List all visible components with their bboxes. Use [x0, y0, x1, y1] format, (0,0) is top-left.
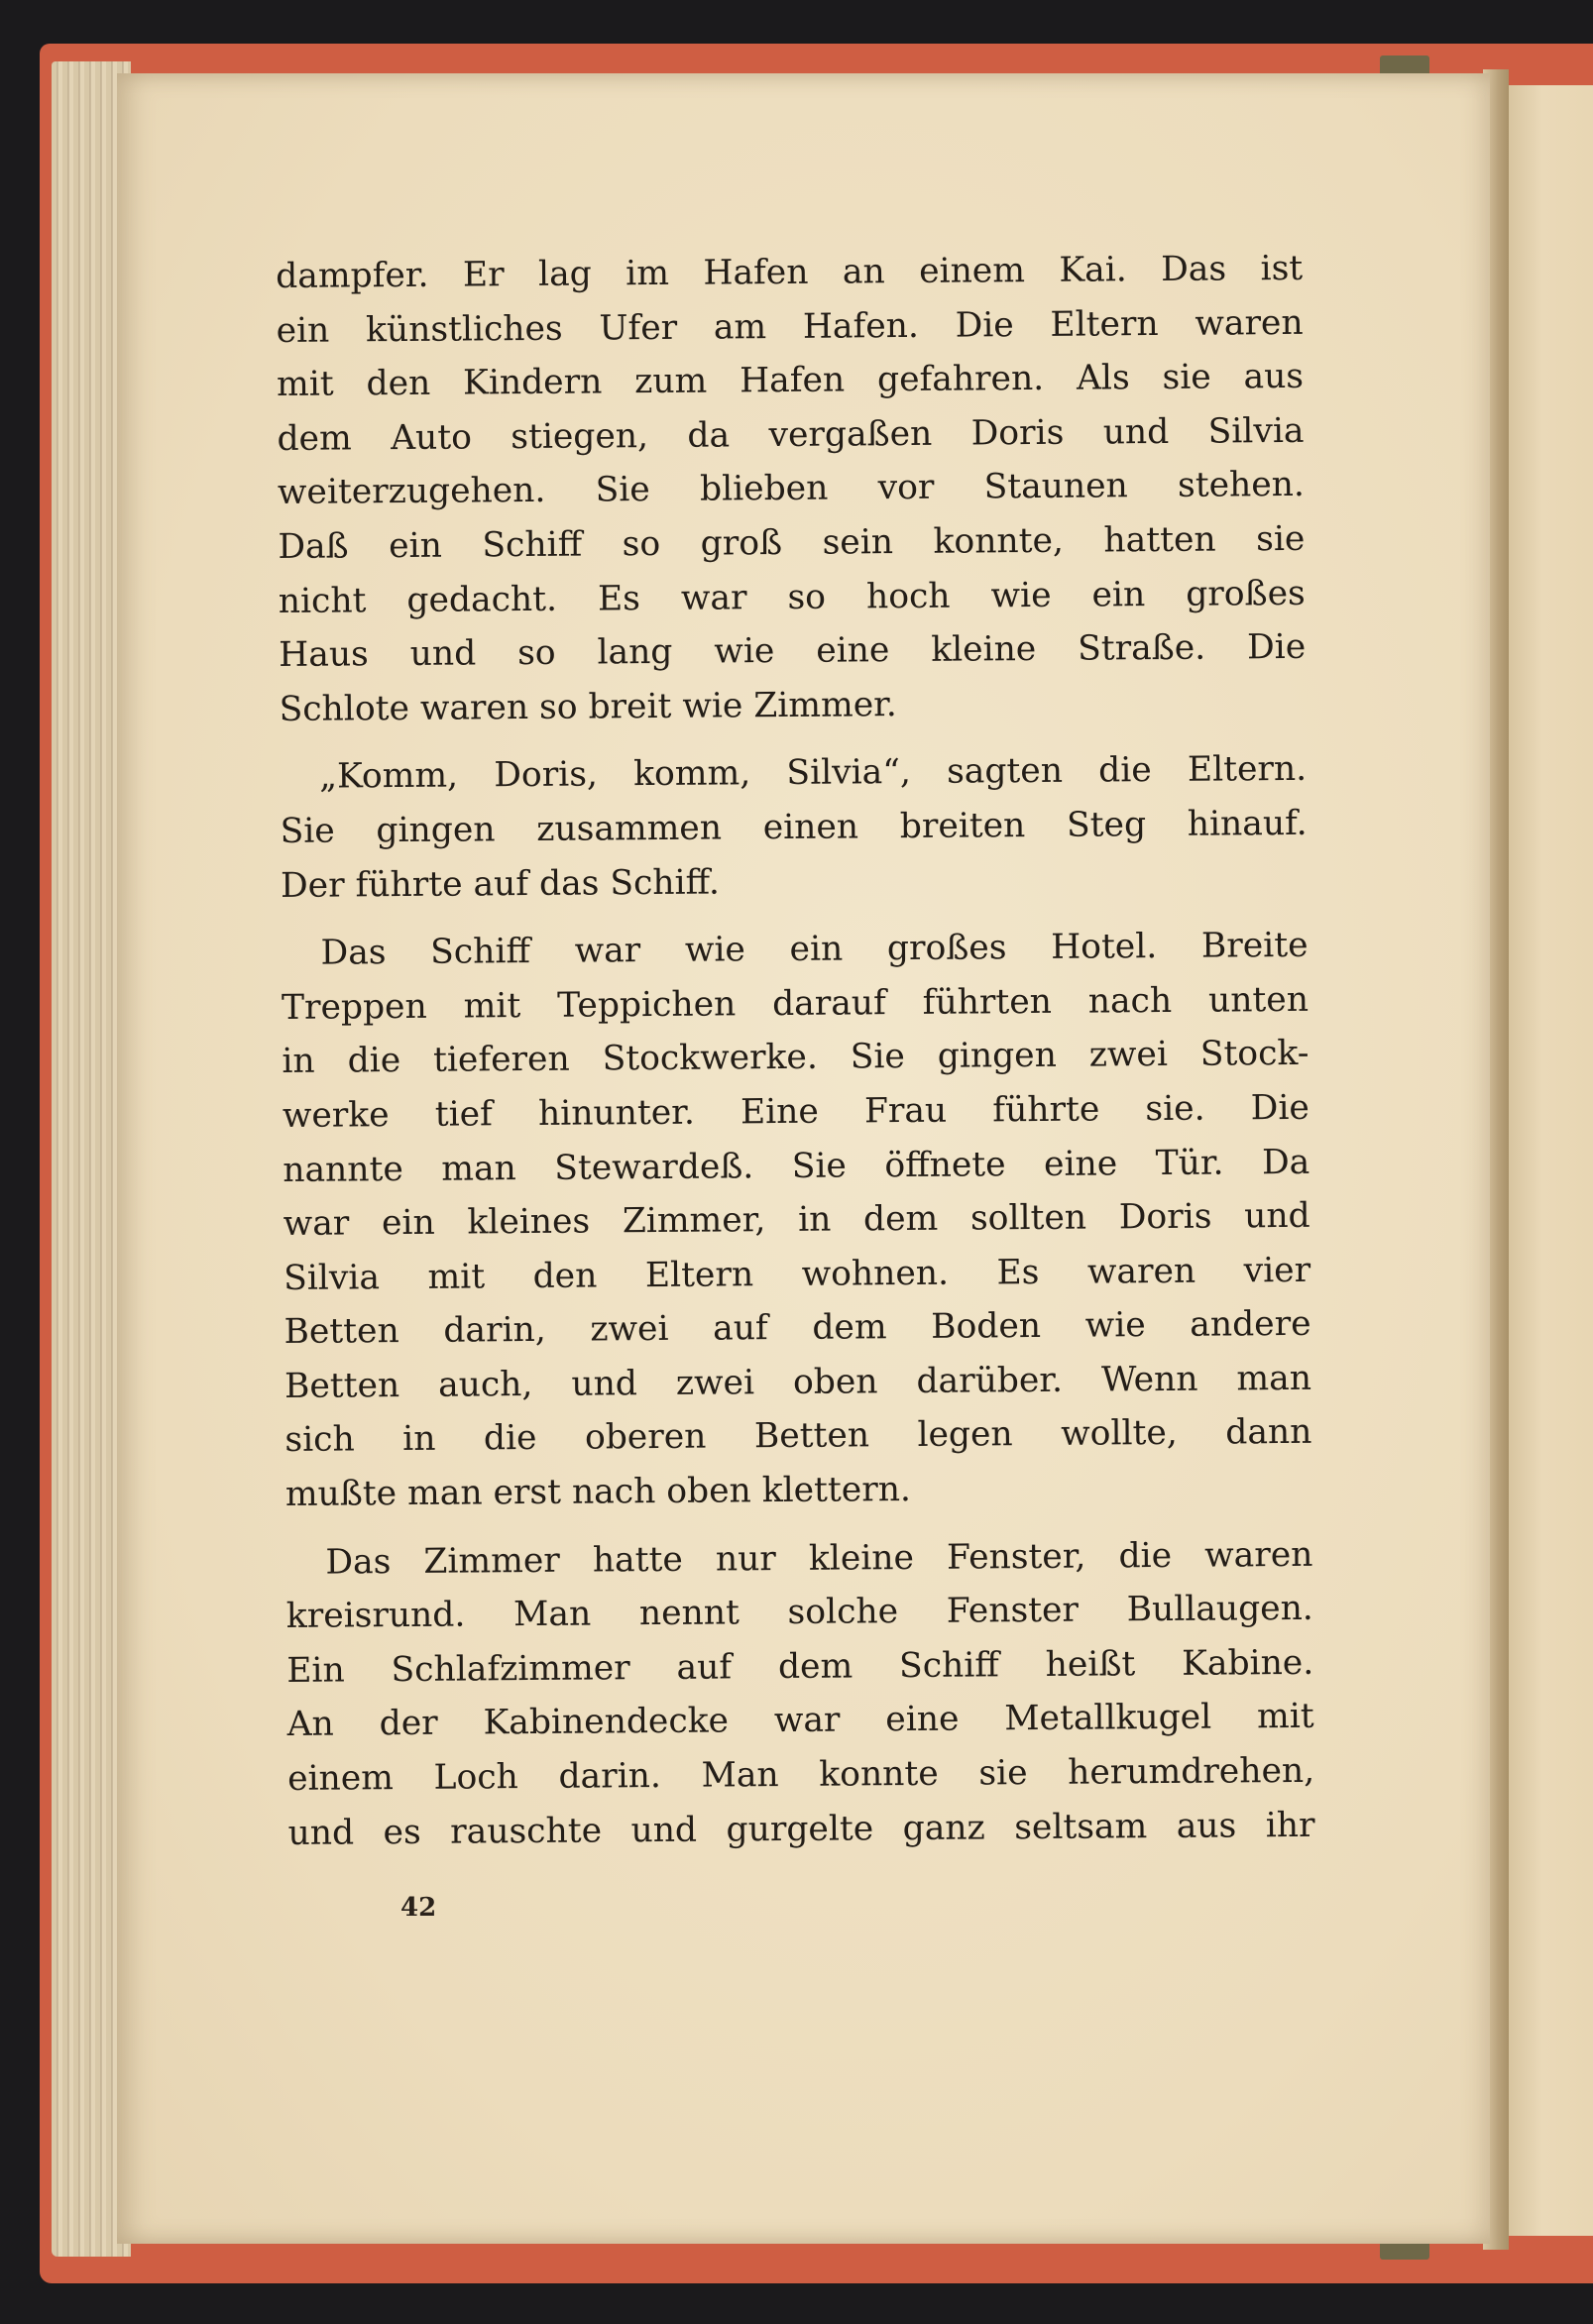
text-line: nannte man Stewardeß. Sie öffnete eine Tür. Da — [283, 1142, 1310, 1190]
text-line: dampfer. Er lag im Hafen an einem Kai. Das ist — [276, 248, 1304, 296]
text-line: sich in die oberen Betten legen wollte, dann — [284, 1412, 1312, 1461]
facing-page-edge — [1509, 85, 1593, 2236]
text-line: mit den Kindern zum Hafen gefahren. Als sie aus — [276, 357, 1305, 405]
text-line: Betten auch, und zwei oben darüber. Wenn man — [284, 1358, 1312, 1406]
text-line: dem Auto stiegen, da vergaßen Doris und Silvia — [277, 410, 1305, 459]
text-line: Betten darin, zwei auf dem Boden wie andere — [284, 1304, 1311, 1353]
text-line: Treppen mit Teppichen darauf führten nach unten — [281, 979, 1309, 1028]
text-line: ein künstliches Ufer am Hafen. Die Eltern waren — [276, 302, 1304, 351]
text-line: weiterzugehen. Sie blieben vor Staunen stehen. — [277, 465, 1306, 513]
text-line: kreisrund. Man nennt solche Fenster Bullaugen. — [285, 1589, 1313, 1637]
text-line: und es rauschte und gurgelte ganz seltsam aus ihr — [287, 1805, 1315, 1853]
text-line: Silvia mit den Eltern wohnen. Es waren vier — [283, 1250, 1311, 1298]
page-text — [276, 242, 1315, 1874]
page-number: 42 — [400, 1893, 437, 1923]
text-line: „Komm, Doris, komm, Silvia“, sagten die Eltern. — [319, 749, 1308, 798]
text-line: war ein kleines Zimmer, in dem sollten Doris und — [283, 1195, 1310, 1245]
text-line: Der führte auf das Schiff. — [280, 862, 720, 906]
text-line: Sie gingen zusammen einen breiten Steg hinauf. — [280, 803, 1308, 851]
text-line: Das Zimmer hatte nur kleine Fenster, die waren — [325, 1534, 1313, 1583]
text-line: werke tief hinunter. Eine Frau führte sie. Die — [282, 1087, 1309, 1136]
text-line: in die tieferen Stockwerke. Sie gingen zwei Stock- — [282, 1034, 1309, 1082]
paragraph — [281, 919, 1312, 1522]
text-line: nicht gedacht. Es war so hoch wie ein großes — [278, 573, 1306, 621]
text-line: Ein Schlafzimmer auf dem Schiff heißt Kabine. — [286, 1642, 1314, 1691]
text-line: Das Schiff war wie ein großes Hotel. Breite — [320, 925, 1309, 973]
text-line: An der Kabinendecke war eine Metallkugel mit — [286, 1697, 1314, 1745]
paragraph — [280, 742, 1308, 913]
text-line: Daß ein Schiff so groß sein konnte, hatten sie — [278, 518, 1306, 567]
text-line: Schlote waren so breit wie Zimmer. — [279, 684, 897, 729]
text-line: einem Loch darin. Man konnte sie herumdrehen, — [286, 1750, 1315, 1799]
text-line: Haus und so lang wie eine kleine Straße. Die — [279, 627, 1307, 676]
text-line: mußte man erst nach oben klettern. — [284, 1470, 912, 1515]
paragraph — [285, 1527, 1315, 1860]
paragraph — [276, 242, 1307, 736]
